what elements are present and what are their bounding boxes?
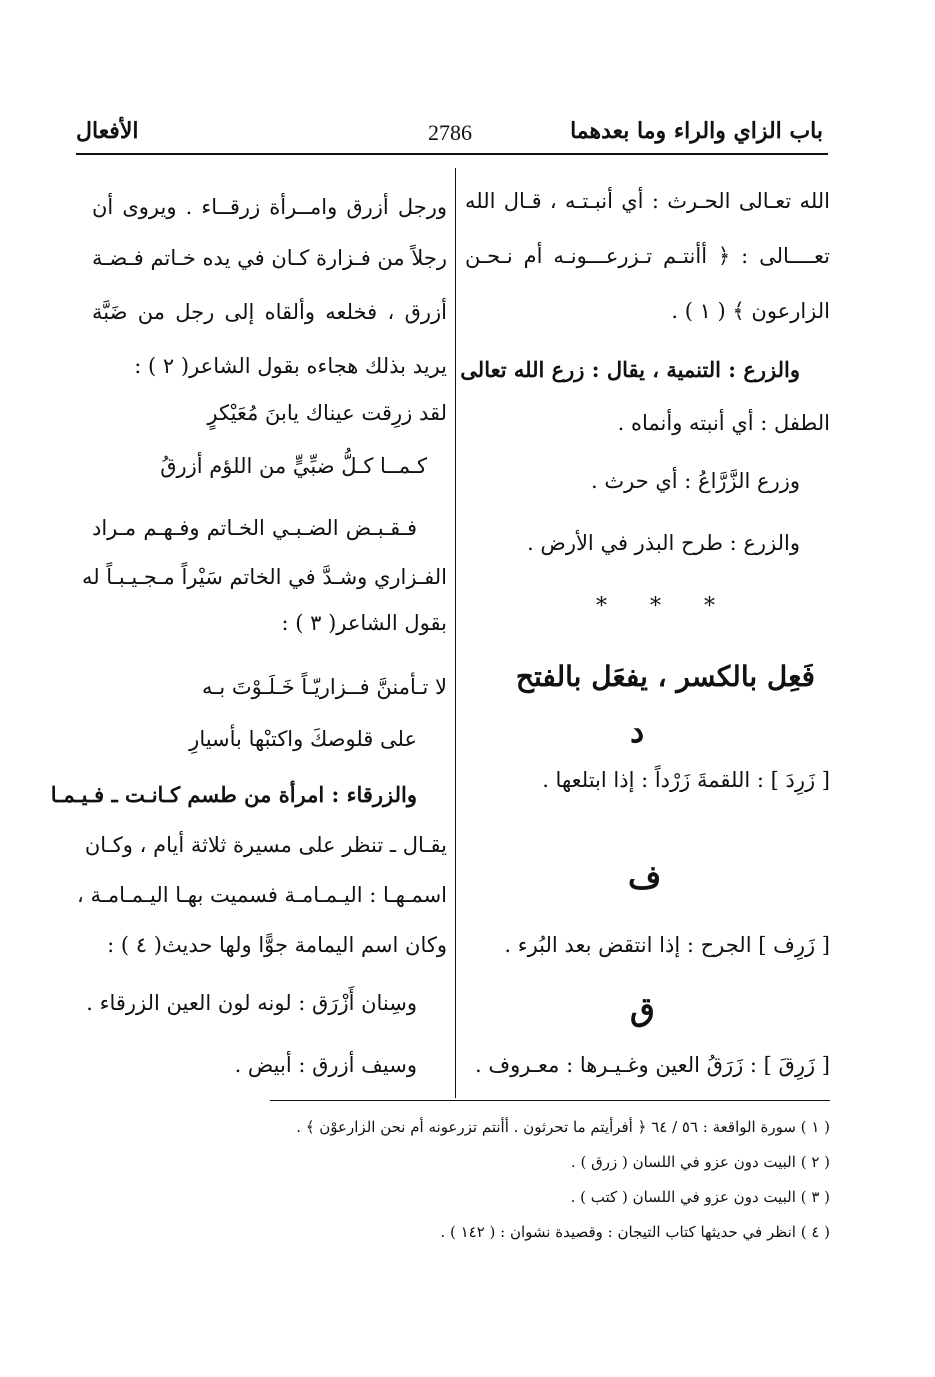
text-line: ورجل أزرق وامــرأة زرقــاء . ويروى أن xyxy=(92,195,447,219)
text-line: تعــــالى : ﴿ أأنتـم تـزرعـــونـه أم نـحـن xyxy=(465,244,830,268)
footnote-4: ( ٤ ) انظر في حديثها كتاب التيجان : وقصيدة نشوان : ( ١٤٢ ) . xyxy=(440,1223,830,1241)
footnote-2: ( ٢ ) البيت دون عزو في اللسان ( زرق ) . xyxy=(570,1153,830,1171)
column-divider xyxy=(455,168,456,1098)
text-line: رجلاً من فـزارة كـان في يده خـاتم فـضـة xyxy=(92,246,447,270)
footnote-rule xyxy=(270,1100,830,1101)
text-line: فـقـبـض الضـبـي الخـاتم وفـهـم مـراد xyxy=(92,516,417,540)
text-line: وكان اسم اليمامة جوًّا ولها حديث( ٤ ) : xyxy=(107,933,447,957)
letter-heading-fa: ف xyxy=(628,858,662,896)
text-line: الله تعـالى الحـرث : أي أنبـتـه ، قـال الله xyxy=(465,189,830,213)
entry-zarida: [ زَرِدَ ] : اللقمةَ زَرْداً : إذا ابتلعها . xyxy=(542,768,830,792)
letter-heading-dal: د xyxy=(630,712,645,750)
letter-heading-qaf: ق xyxy=(630,990,655,1028)
text-line xyxy=(50,780,447,810)
text-line: أزرق ، فخلعه وألقاه إلى رجل من ضَبَّة xyxy=(92,300,447,324)
text-line: اسمـهـا : اليـمـامـة فسميت بهـا اليـمـامـة ، xyxy=(77,883,447,907)
verse-line: على قلوصكَ واكتبْها بأسيارِ xyxy=(189,727,417,751)
text-line: والزرع : طرح البذر في الأرض . xyxy=(527,531,800,555)
text-line: يقـال ـ تنظر على مسيرة ثلاثة أيام ، وكـان xyxy=(84,833,447,857)
footnote-3: ( ٣ ) البيت دون عزو في اللسان ( كتب ) . xyxy=(570,1188,830,1206)
entry-zarifa: [ زَرِف ] الجرح : إذا انتقض بعد البُرء . xyxy=(504,933,830,957)
text-line: وزرع الزَّرَّاعُ : أي حرث . xyxy=(590,469,800,493)
verse-line: لقد زرِقت عيناك يابنَ مُعَيْكرٍ xyxy=(207,401,447,425)
section-label: الأفعال xyxy=(76,118,139,144)
text-line: الطفل : أي أنبته وأنماه . xyxy=(617,411,830,435)
page-number: 2786 xyxy=(428,120,472,145)
footnote-1: ( ١ ) سورة الواقعة : ٥٦ / ٦٤ ﴿ أفرأيتم ما تحرثون . أأنتم تزرعونه أم نحن الزارعوْن ﴾ . xyxy=(296,1118,830,1136)
text-line: الفـزاري وشـدَّ في الخاتم سَيْراً مـجـيـبـاً له xyxy=(81,565,447,589)
section-title: فَعِل بالكسر ، يفعَل بالفتح xyxy=(515,660,815,693)
chapter-title: باب الزاي والراء وما بعدهما xyxy=(570,118,823,144)
text-line: وسِنان أَزْرَق : لونه لون العين الزرقاء . xyxy=(86,991,417,1015)
text-line: وسيف أزرق : أبيض . xyxy=(234,1053,417,1077)
section-separator-stars: * * * xyxy=(596,594,733,619)
text-line: بقول الشاعر( ٣ ) : xyxy=(281,611,447,635)
text-line: يريد بذلك هجاءه بقول الشاعر( ٢ ) : xyxy=(134,354,447,378)
entry-zariqa: [ زَرِقَ ] : زَرَقُ العين وغـيـرها : معـروف . xyxy=(475,1053,830,1077)
left-column xyxy=(50,0,447,1100)
right-column xyxy=(460,0,830,1100)
text-line-body: والزرقاء : امرأة من طسم كـانـت ـ فـيـمـا xyxy=(50,782,417,807)
text-line-body: والزرع : التنمية ، يقال : زرع الله تعالى xyxy=(460,357,800,382)
verse-line: كـمــا كـلُّ ضبِّيٍّ من اللؤم أزرقُ xyxy=(160,454,427,478)
text-line xyxy=(460,355,830,385)
text-line: الزارعون ﴾ ( ١ ) . xyxy=(671,299,830,323)
verse-line: لا تـأمننَّ فــزاريّـاً خَـلَـوْتَ بـه xyxy=(201,675,447,699)
